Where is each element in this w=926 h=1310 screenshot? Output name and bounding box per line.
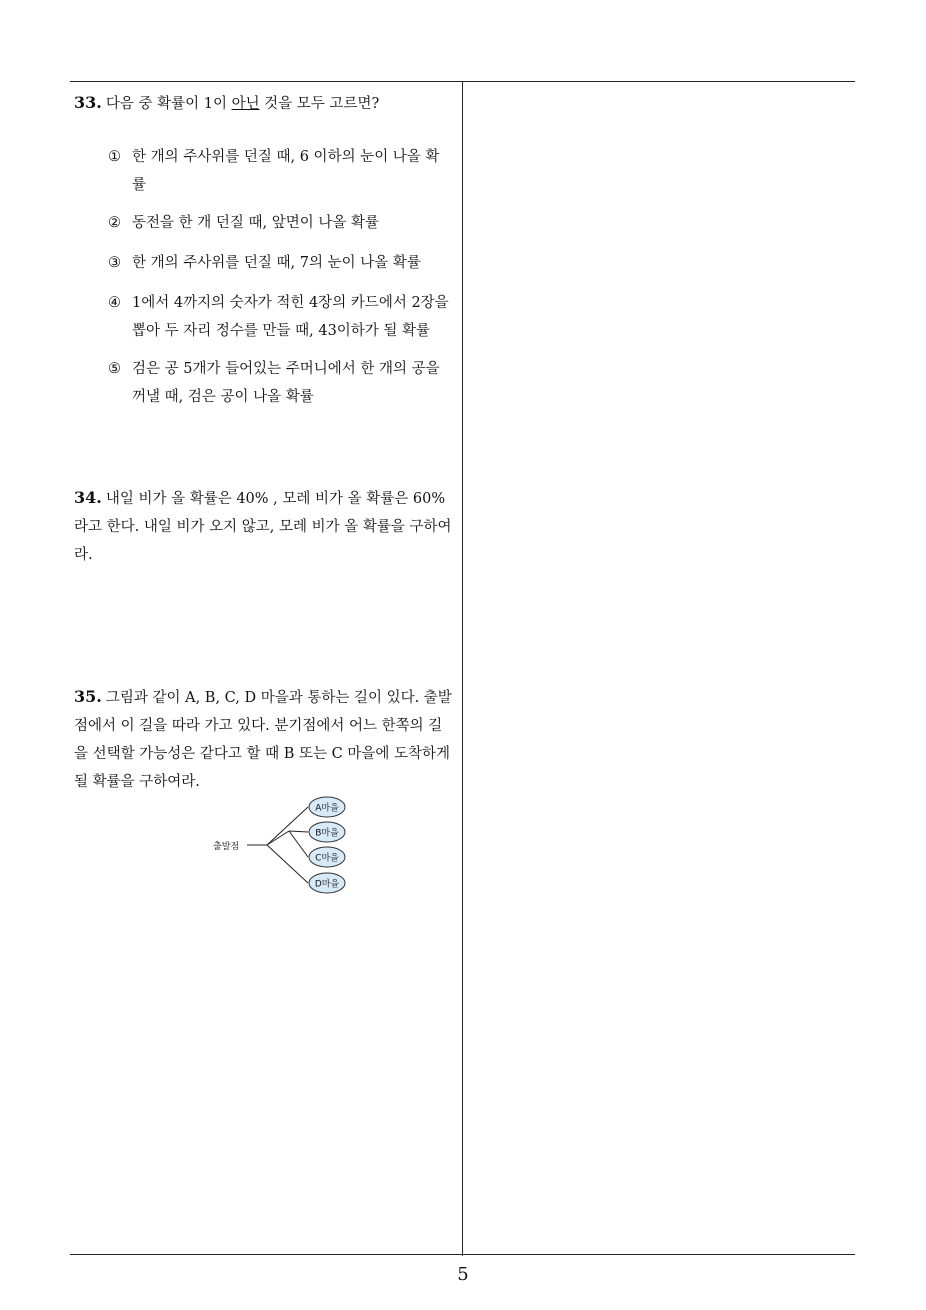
q33-options <box>108 143 453 421</box>
village-d <box>309 873 345 893</box>
option-text: 검은 공 5개가 들어있는 주머니에서 한 개의 공을 꺼낼 때, 검은 공이 나올 확률 <box>132 361 440 405</box>
road-segment <box>267 845 308 883</box>
option-marker: ② <box>108 215 121 231</box>
question-text: 그림과 같이 A, B, C, D 마을과 통하는 길이 있다. 출발점에서 이 길을 따라 가고 있다. 분기점에서 어느 한쪽의 길을 선택할 가능성은 같다고 할 때 B 또는 C 마을에 도착하게 될 확률을 구하여라. <box>74 690 452 790</box>
village-label: B마을 <box>315 828 339 839</box>
option-text: 한 개의 주사위를 던질 때, 6 이하의 눈이 나올 확률 <box>132 149 440 193</box>
road-lines <box>247 807 308 883</box>
option-marker: ④ <box>108 295 121 311</box>
column-divider <box>462 81 463 1256</box>
option-1 <box>108 143 453 199</box>
road-diagram <box>205 793 365 898</box>
question-34 <box>74 484 456 569</box>
option-text: 한 개의 주사위를 던질 때, 7의 눈이 나올 확률 <box>132 255 421 271</box>
village-b <box>309 822 345 842</box>
option-marker: ③ <box>108 255 121 271</box>
question-stem: 다음 중 확률이 1이 아닌 것을 모두 고르면? <box>105 96 380 112</box>
question-35 <box>74 683 456 796</box>
bottom-rule <box>70 1254 855 1255</box>
option-text: 1에서 4까지의 숫자가 적힌 4장의 카드에서 2장을 뽑아 두 자리 정수를 만들 때, 43이하가 될 확률 <box>132 295 449 339</box>
village-a <box>309 797 345 817</box>
option-4 <box>108 289 453 345</box>
question-number: 35. <box>74 687 102 706</box>
start-label: 출발점 <box>213 842 240 852</box>
option-text: 동전을 한 개 던질 때, 앞면이 나올 확률 <box>132 215 379 231</box>
question-number: 33. <box>74 93 102 112</box>
question-33 <box>74 89 456 118</box>
option-3 <box>108 249 453 277</box>
question-text: 내일 비가 올 확률은 40% , 모레 비가 올 확률은 60% 라고 한다. 내일 비가 오지 않고, 모레 비가 올 확률을 구하여라. <box>74 491 452 563</box>
road-segment <box>267 831 289 845</box>
option-2 <box>108 209 453 237</box>
option-marker: ① <box>108 149 121 165</box>
option-marker: ⑤ <box>108 361 121 377</box>
question-number: 34. <box>74 488 102 507</box>
road-segment <box>289 831 308 857</box>
village-label: A마을 <box>315 803 339 814</box>
village-c <box>309 847 345 867</box>
road-segment <box>289 831 308 832</box>
village-label: D마을 <box>314 879 340 890</box>
village-label: C마을 <box>315 853 339 864</box>
page-number: 5 <box>457 1264 469 1285</box>
option-5 <box>108 355 453 411</box>
emphasis-underline: 아닌 <box>231 96 260 112</box>
road-segment <box>267 807 308 845</box>
